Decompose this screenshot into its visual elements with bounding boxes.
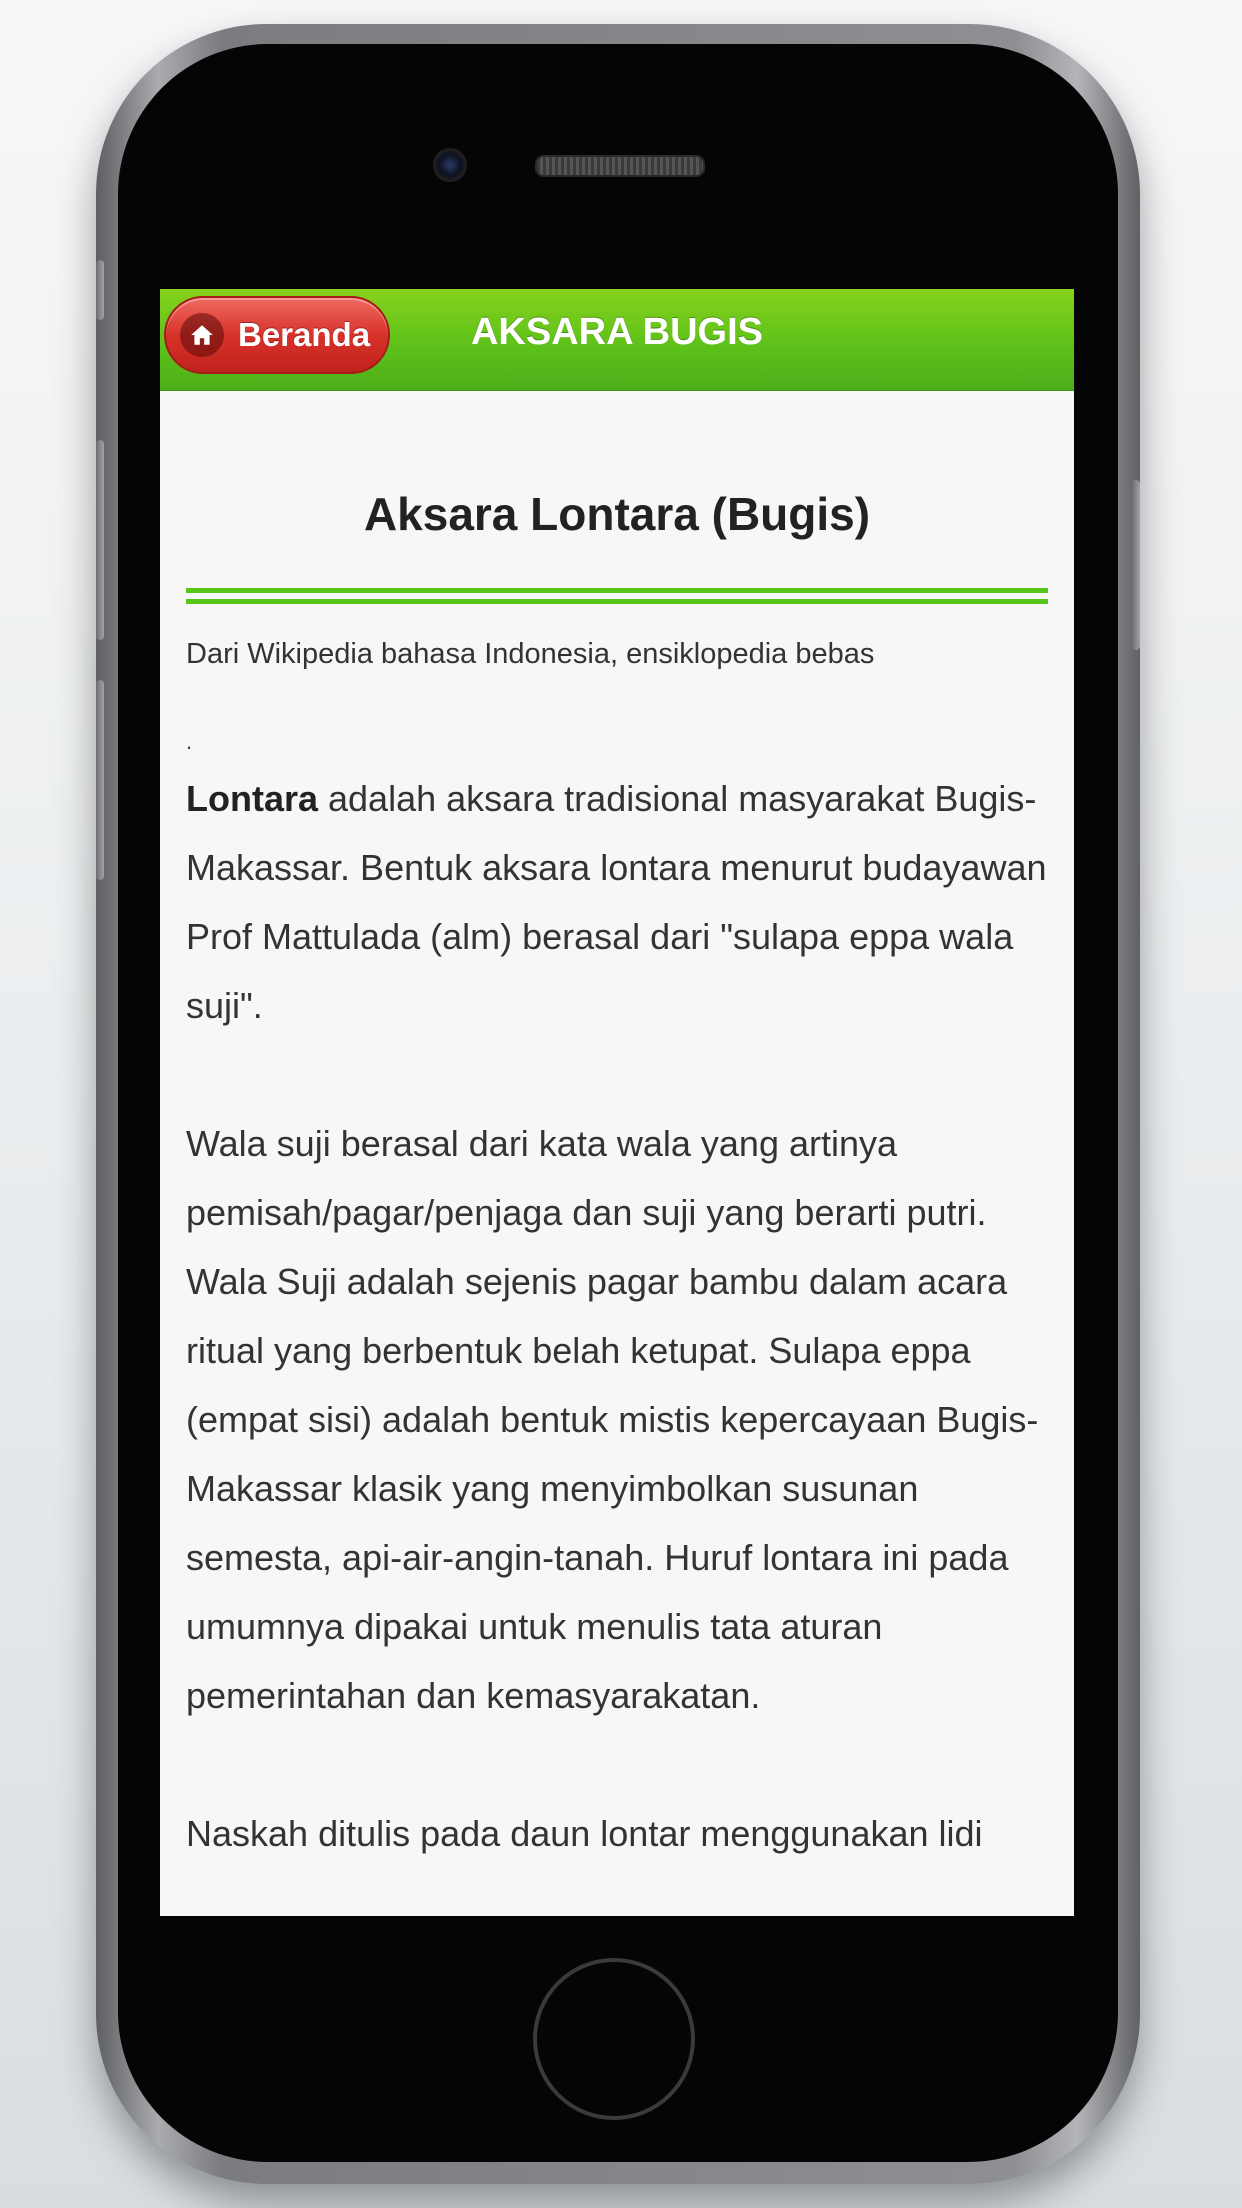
paragraph-1	[186, 764, 1048, 1040]
home-icon	[180, 313, 224, 357]
home-hardware-button[interactable]	[533, 1958, 695, 2120]
app-title: AKSARA BUGIS	[470, 311, 764, 353]
page-title: Aksara Lontara (Bugis)	[363, 488, 871, 540]
separator-dot: .	[186, 729, 193, 754]
paragraph-3: Naskah ditulis pada daun lontar menggunakan lidi	[186, 1813, 983, 1854]
phone-side-button-left-1	[96, 260, 104, 320]
article-content	[160, 391, 1074, 1868]
title-divider	[186, 588, 1048, 604]
phone-side-button-left-2	[96, 440, 104, 640]
app-header	[160, 289, 1074, 391]
paragraph-1-text: adalah aksara tradisional masyarakat Bugis-Makassar. Bentuk aksara lontara menurut budayawan Prof Mattulada (alm) berasal dari "sulapa eppa wala suji".	[186, 778, 1047, 1026]
app-screen	[160, 289, 1074, 1916]
beranda-button[interactable]	[164, 296, 390, 374]
phone-side-button-right	[1132, 480, 1140, 650]
paragraph-2: Wala suji berasal dari kata wala yang artinya pemisah/pagar/penjaga dan suji yang berarti putri. Wala Suji adalah sejenis pagar bambu dalam acara ritual yang berbentuk belah ketupat. Sulapa eppa (empat sisi) adalah bentuk mistis kepercayaan Bugis-Makassar klasik yang menyimbolkan susunan semesta, api-air-angin-tanah. Huruf lontara ini pada umumnya dipakai untuk menulis tata aturan pemerintahan dan kemasyarakatan.	[186, 1123, 1039, 1716]
beranda-label: Beranda	[238, 316, 371, 353]
camera-icon	[433, 148, 467, 182]
source-line: Dari Wikipedia bahasa Indonesia, ensiklopedia bebas	[186, 638, 875, 670]
term-lontara: Lontara	[186, 778, 319, 819]
speaker-grille	[535, 155, 705, 177]
phone-side-button-left-3	[96, 680, 104, 880]
